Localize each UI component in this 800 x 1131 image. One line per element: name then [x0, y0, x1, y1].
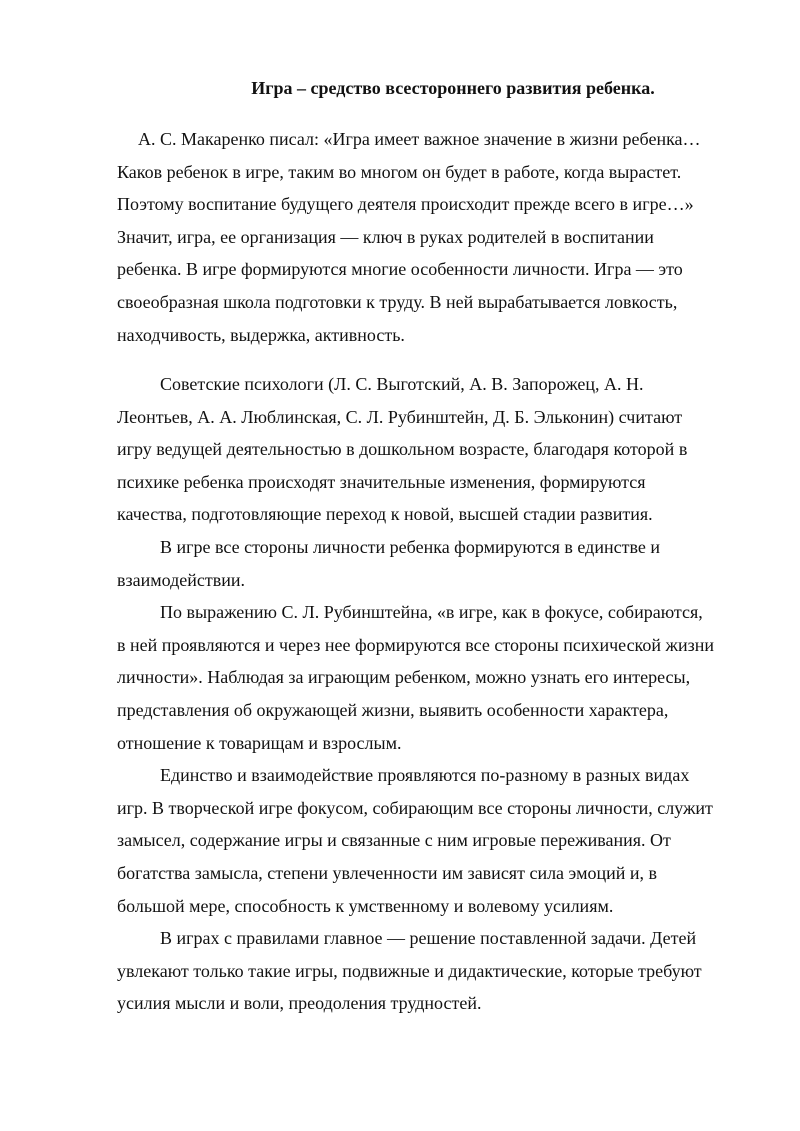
- paragraph-line: По выражению С. Л. Рубинштейна, «в игре, как в фокусе, собираются,: [160, 602, 703, 623]
- paragraph-line: богатства замысла, степени увлеченности им зависят сила эмоций и, в: [117, 862, 658, 883]
- paragraph-line: В игре все стороны личности ребенка формируются в единстве и: [160, 536, 660, 557]
- paragraph-line: увлекают только такие игры, подвижные и дидактические, которые требуют: [117, 960, 702, 981]
- paragraph-line: замысел, содержание игры и связанные с ним игровые переживания. От: [117, 830, 671, 851]
- paragraph-line: В играх с правилами главное — решение поставленной задачи. Детей: [160, 928, 697, 949]
- document-title: Игра – средство всестороннего развития ребенка.: [251, 78, 655, 98]
- paragraph-line: качества, подготовляющие переход к новой, высшей стадии развития.: [117, 504, 653, 525]
- paragraph-line: отношение к товарищам и взрослым.: [117, 732, 402, 753]
- paragraph-1: [117, 123, 747, 351]
- paragraph-line: А. С. Макаренко писал: «Игра имеет важное значение в жизни ребенка…: [138, 129, 701, 149]
- paragraph-line: усилия мысли и воли, преодоления трудностей.: [117, 993, 482, 1014]
- paragraph-line: большой мере, способность к умственному и волевому усилиям.: [117, 895, 614, 916]
- paragraph-line: находчивость, выдержка, активность.: [117, 324, 405, 345]
- paragraph-line: игру ведущей деятельностью в дошкольном возрасте, благодаря которой в: [117, 439, 688, 460]
- paragraph-line: представления об окружающей жизни, выявить особенности характера,: [117, 699, 669, 720]
- paragraph-line: ребенка. В игре формируются многие особенности личности. Игра — это: [117, 259, 683, 280]
- paragraph-line: психике ребенка происходят значительные изменения, формируются: [117, 471, 646, 492]
- paragraph-line: Значит, игра, ее организация — ключ в руках родителей в воспитании: [117, 226, 654, 247]
- paragraph-line: Поэтому воспитание будущего деятеля происходит прежде всего в игре…»: [117, 194, 694, 215]
- paragraph-line: игр. В творческой игре фокусом, собирающим все стороны личности, служит: [117, 797, 713, 818]
- paragraph-line: взаимодействии.: [117, 569, 246, 590]
- paragraph-line: Единство и взаимодействие проявляются по-разному в разных видах: [160, 765, 690, 786]
- paragraph-line: своеобразная школа подготовки к труду. В ней вырабатывается ловкость,: [117, 291, 678, 312]
- paragraph-line: Советские психологи (Л. С. Выготский, А. В. Запорожец, А. Н.: [160, 374, 644, 394]
- paragraph-line: личности». Наблюдая за играющим ребенком, можно узнать его интересы,: [117, 667, 691, 688]
- paragraph-2: [117, 368, 747, 1020]
- paragraph-line: в ней проявляются и через нее формируются все стороны психической жизни: [117, 634, 714, 655]
- paragraph-line: Леонтьев, А. А. Люблинская, С. Л. Рубинштейн, Д. Б. Эльконин) считают: [117, 406, 683, 427]
- paragraph-line: Каков ребенок в игре, таким во многом он будет в работе, когда вырастет.: [117, 161, 682, 182]
